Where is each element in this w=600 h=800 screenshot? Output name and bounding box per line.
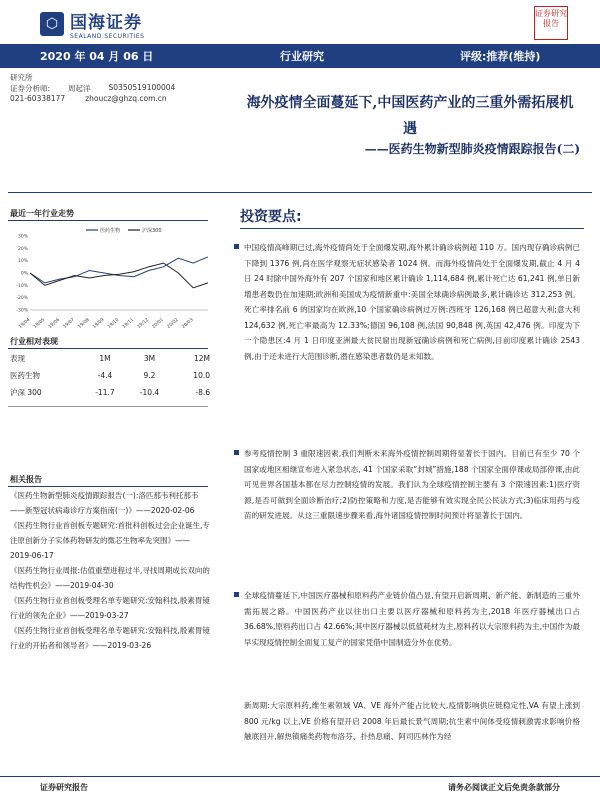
y-tick-label: -10% (16, 283, 28, 289)
header-bar (0, 44, 600, 68)
table-cell: -10.4 (139, 388, 160, 397)
related-item[interactable]: 《医药生物行业首创板受理名单专题研究:安翰科技,殷素胃镜行业的开拓者和领导者》——2019-03-26 (10, 626, 210, 650)
footer-left: 证券研究报告 (40, 783, 88, 792)
legend-label-b: 沪深300 (142, 228, 162, 234)
trend-chart (8, 224, 213, 334)
analyst-phone: 021-60338177 (10, 94, 66, 103)
table-cell: 10.0 (193, 371, 210, 380)
related-item[interactable]: 《医药生物新型肺炎疫情跟踪报告(一):洛匹那韦利托那韦——新型冠状病毒诊疗方案指南(一)》——2020-02-06 (10, 491, 199, 515)
trend-divider (8, 220, 208, 221)
bullet-icon (234, 592, 239, 597)
analyst-name: 周起洋 (68, 84, 91, 93)
related-list (10, 488, 210, 653)
report-rating: 评级:推荐(维持) (460, 50, 541, 63)
footer-divider (0, 776, 600, 777)
bullet-icon (234, 244, 239, 249)
table-header-cell: 3M (143, 354, 156, 363)
x-tick-label: 19/11 (121, 317, 136, 330)
x-tick-label: 19/04 (18, 317, 32, 330)
invest-paragraph-4: 新周期:大宗原料药,维生素领域 VA、VE 海外产能占比较大,疫情影响供应链稳定性,VA 有望上涨到 800 元/kg 以上,VE 价格有望开启 2008 年后最长景气周期;抗生素中间体受疫情刺激需求影响价格触底回升,解热镇痛类药物布洛芬、扑热息痛、阿司匹林作为经 (244, 698, 580, 774)
x-tick-label: 19/05 (32, 317, 47, 330)
logo-icon: ⬡ (40, 12, 64, 36)
related-item[interactable]: 《医药生物行业周报:估值重塑进程过半,寻找周期成长双向的结构性机会》——2019-04-30 (10, 566, 210, 590)
logo-name-cn: 国海证券 (70, 13, 142, 33)
y-tick-label: 0% (20, 271, 28, 277)
report-type: 行业研究 (280, 50, 324, 63)
table-cell: 医药生物 (10, 371, 40, 380)
page-title: 海外疫情全面蔓延下,中国医药产业的三重外需拓展机遇 (246, 95, 574, 137)
analyst-email[interactable]: zhoucz@ghzq.com.cn (85, 94, 167, 103)
x-tick-label: 19/08 (77, 317, 91, 330)
x-tick-label: 20/03 (181, 317, 195, 330)
x-tick-label: 19/12 (136, 317, 150, 330)
title-divider (8, 192, 592, 193)
invest-paragraph-1: 中国疫情高峰期已过,海外疫情尚处于全面爆发期,海外累计确诊病例超 110 万。国内现存确诊病例已下降到 1376 例,尚在医学观察无症状感染者 1024 例。而海外疫情尚处于全面爆发期,截止 4 月 4 日 24 时除中国外海外有 207 个国家和地区累计确诊 1,114,684 例,累计死亡达 61,241 例,单日新增患者数仍在加速期;欧洲和美国成为疫情新重中:美国全球确诊病例最多,累计确诊达 312,253 例。死亡率排名前 6 的国家均在欧洲,10 个国家确诊病例过万例:西班牙 126,168 例已超意大利;意大利 124,632 例,死亡率最高为 12.33%;德国 96,108 例,法国 90,848 例,英国 42,476 例。印度为下一个隐患区:4 月 1 日印度亚洲最大贫民窟出现新冠确诊病例和死亡病例,目前印度累计确诊 2543 例,由于还未进行大范围诊断,潜在感染患者数仍是未知数。 (244, 240, 580, 364)
performance-table (10, 350, 210, 401)
invest-heading: 投资要点: (240, 209, 302, 225)
table-header-cell: 12M (193, 354, 210, 363)
logo-name-en: SEALAND SECURITIES (70, 33, 145, 40)
table-header-cell: 1M (99, 354, 111, 363)
y-tick-label: 20% (17, 246, 28, 252)
related-divider (8, 486, 208, 487)
table-cell: -8.6 (195, 388, 210, 397)
x-tick-label: 19/09 (92, 317, 106, 330)
analyst-block (10, 72, 210, 103)
table-row (10, 367, 210, 384)
related-item[interactable]: 《医药生物行业首创板专题研究:首批科创板过会企业诞生,专注原创新分子实体药物研发的微芯生物率先突围》——2019-06-17 (10, 521, 210, 560)
invest-paragraph-3: 全球疫情蔓延下,中国医疗器械和原料药产业链价值凸显,有望开启新周期、新产能、新制造的三重外需拓展之路。中国医药产业以往出口主要以医疗器械和原料药为主,2018 年医疗器械出口占 36.68%,原料药出口占 42.66%;其中医疗器械以低值耗材为主,原料药以大宗原料药为主,中国作为最早实现疫情控制全面复工复产的国家凭借中国制造分外在优势。 (244, 588, 580, 650)
analyst-cert: S0350519100004 (108, 83, 176, 92)
table-cell: 沪深 300 (10, 388, 42, 397)
legend-label-a: 医药生物 (100, 228, 121, 234)
invest-paragraph-2: 参考疫情控制 3 重限速因素,我们判断未来海外疫情控制周期将显著长于国内。目前已有至少 70 个国家或地区相继宣布进入紧急状态, 41 个国家采取“封城”措施,188 个国家全面停课或局部停课,由此可见世界各国基本都在尽力控制疫情的发展。我们认为全球疫情控制主要有 3 个限速因素:1)医疗资源,是否可做到全面诊断治疗;2)防控策略和力度,是否能够有效实现全民公民法方式;3)临床用药与疫苗的研发进展。从这三重限速步骤来看,海外诸国疫情控制时间预计将显著长于国内。 (244, 446, 580, 524)
y-tick-label: 30% (17, 234, 28, 240)
x-tick-label: 19/10 (107, 317, 121, 330)
table-cell: 9.2 (143, 371, 156, 380)
y-tick-label: 10% (17, 259, 28, 265)
research-stamp: 证券研究报告 (534, 6, 568, 40)
trend-heading: 最近一年行业走势 (10, 209, 74, 218)
footer-disclaimer: 请务必阅读正文后免责条款部分 (448, 783, 560, 792)
table-bottom-rule (8, 406, 208, 407)
invest-divider (240, 228, 584, 229)
table-cell: -4.4 (97, 371, 113, 380)
y-tick-label: -30% (16, 308, 28, 314)
performance-heading: 行业相对表现 (10, 337, 58, 346)
x-tick-label: 20/02 (166, 317, 180, 330)
table-row (10, 384, 210, 401)
analyst-role: 研究所 (10, 73, 33, 82)
table-header-row (10, 350, 210, 367)
x-tick-label: 19/07 (62, 317, 76, 330)
table-header-cell: 表现 (10, 354, 25, 363)
analyst-label: 证券分析师: (10, 84, 51, 93)
performance-divider (8, 348, 208, 349)
table-cell: -11.7 (95, 388, 115, 397)
x-tick-label: 20/01 (151, 317, 165, 330)
x-tick-label: 19/06 (47, 317, 61, 330)
y-tick-label: -20% (16, 296, 28, 302)
report-date: 2020 年 04 月 06 日 (40, 50, 154, 63)
related-heading: 相关报告 (10, 475, 42, 484)
bullet-icon (234, 450, 239, 455)
series-line (30, 257, 208, 283)
company-logo (40, 8, 144, 40)
page-subtitle: ——医药生物新型肺炎疫情跟踪报告(二) (364, 142, 580, 156)
related-item[interactable]: 《医药生物行业首创板受理名单专题研究:安翰科技,殷素胃镜行业的领先企业》——2019-03-27 (10, 596, 210, 620)
